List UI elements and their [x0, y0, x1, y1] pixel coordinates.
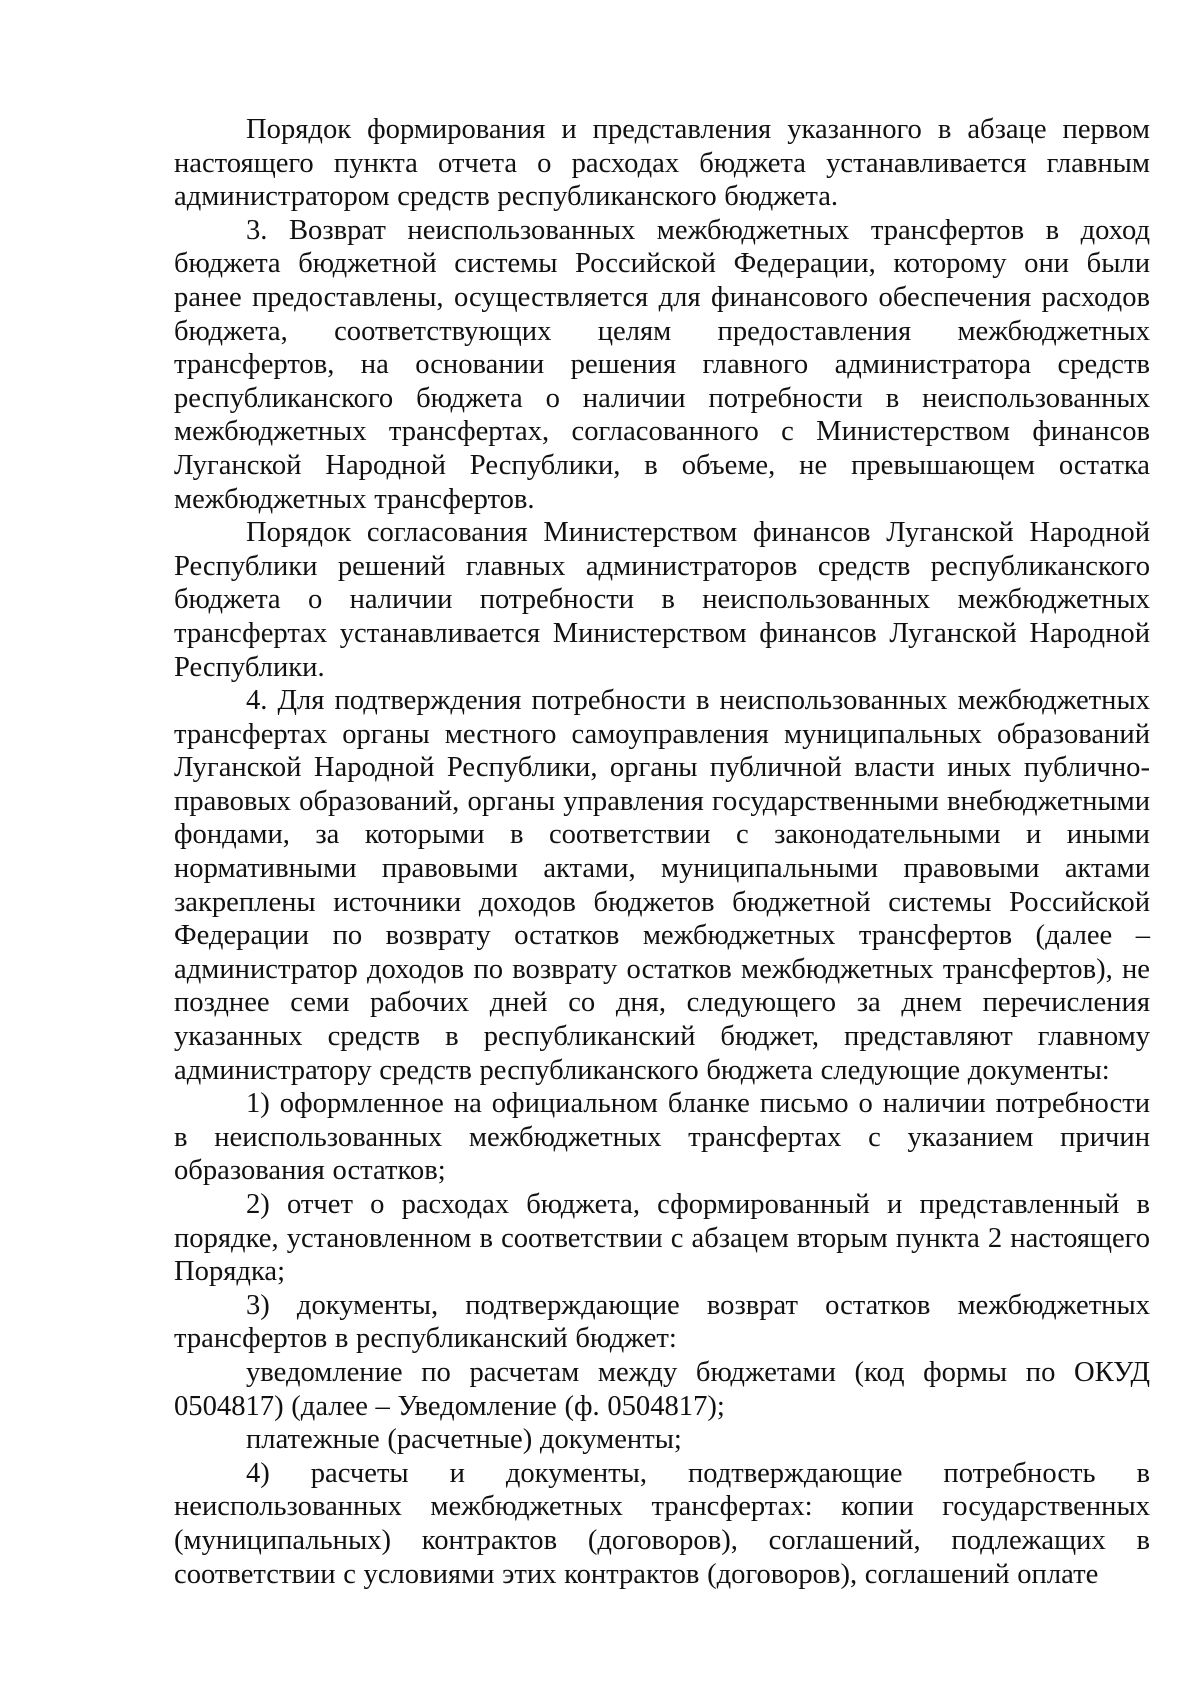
paragraph-payment-documents: платежные (расчетные) документы;	[246, 1424, 682, 1456]
document-body	[174, 113, 1150, 1591]
paragraph-subitem-2: 2) отчет о расходах бюджета, сформированный и представленный в порядке, установленном в соответствии с абзацем вторым пункта 2 настоящего Порядка;	[174, 1189, 1150, 1288]
paragraph-approval-procedure: Порядок согласования Министерством финансов Луганской Народной Республики решений главных администраторов средств республиканского бюджета о наличии потребности в неиспользованных межбюджетных трансфертах устанавливается Министерством финансов Луганской Народной Республики.	[174, 517, 1150, 683]
paragraph-subitem-1: 1) оформленное на официальном бланке письмо о наличии потребности в неиспользованных межбюджетных трансфертах с указанием причин образования остатков;	[174, 1088, 1150, 1187]
paragraph-item-3: 3. Возврат неиспользованных межбюджетных трансфертов в доход бюджета бюджетной системы Российской Федерации, которому они были ранее предоставлены, осуществляется для финансового обеспечения расходов бюджета, соответствующих целям предоставления межбюджетных трансфертов, на основании решения главного администратора средств республиканского бюджета о наличии потребности в неиспользованных межбюджетных трансфертах, согласованного с Министерством финансов Луганской Народной Республики, в объеме, не превышающем остатка межбюджетных трансфертов.	[174, 214, 1150, 515]
paragraph-item-4: 4. Для подтверждения потребности в неиспользованных межбюджетных трансфертах органы местного самоуправления муниципальных образований Луганской Народной Республики, органы публичной власти иных публично-правовых образований, органы управления государственными внебюджетными фондами, за которыми в соответствии с законодательными и иными нормативными правовыми актами, муниципальными правовыми актами закреплены источники доходов бюджетов бюджетной системы Российской Федерации по возврату остатков межбюджетных трансфертов (далее – администратор доходов по возврату остатков межбюджетных трансфертов), не позднее семи рабочих дней со дня, следующего за днем перечисления указанных средств в республиканский бюджет, представляют главному администратору средств республиканского бюджета следующие документы:	[174, 685, 1150, 1086]
paragraph-report-procedure: Порядок формирования и представления указанного в абзаце первом настоящего пункта отчета о расходах бюджета устанавливается главным администратором средств республиканского бюджета.	[174, 114, 1150, 213]
paragraph-subitem-3: 3) документы, подтверждающие возврат остатков межбюджетных трансфертов в республиканский бюджет:	[174, 1289, 1150, 1355]
paragraph-subitem-4: 4) расчеты и документы, подтверждающие потребность в неиспользованных межбюджетных трансфертах: копии государственных (муниципальных) контрактов (договоров), соглашений, подлежащих в соответствии с условиями этих контрактов (договоров), соглашений оплате	[174, 1457, 1150, 1590]
paragraph-notification: уведомление по расчетам между бюджетами (код формы по ОКУД 0504817) (далее – Уведомление (ф. 0504817);	[174, 1356, 1150, 1422]
